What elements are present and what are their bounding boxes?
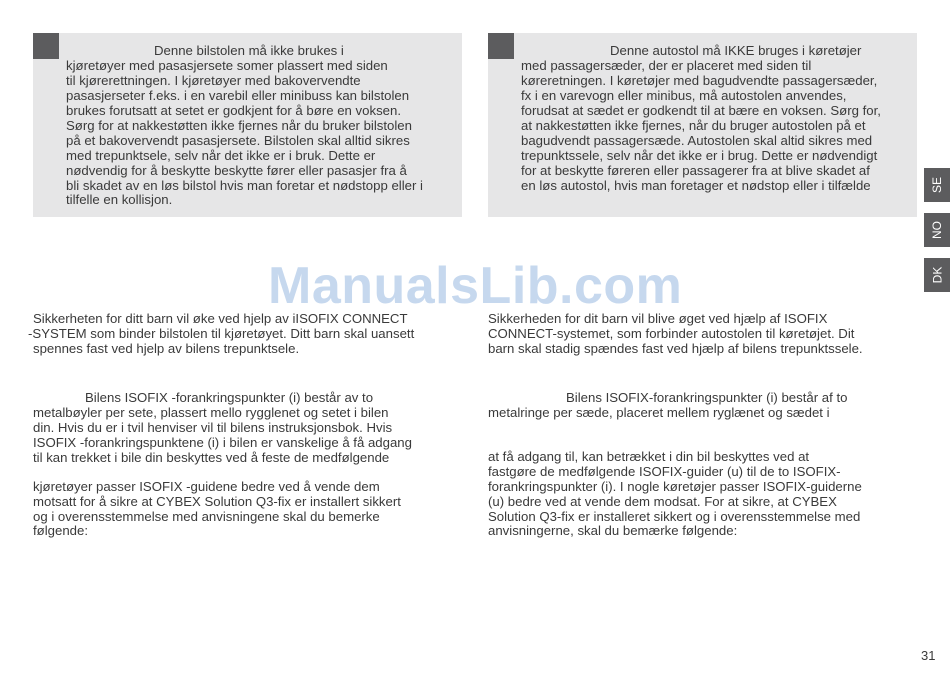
body-line: Sikkerheden for dit barn vil blive øget ved hjælp af ISOFIX <box>488 311 828 326</box>
page-number: 31 <box>921 648 936 663</box>
body-line: (u) bedre ved at vende dem modsat. For at sikre, at CYBEX <box>488 494 837 509</box>
body-line: kjøretøyer passer ISOFIX -guidene bedre ved å vende dem <box>33 479 380 494</box>
body-line: metalbøyler per sete, plassert mello rygglenet og setet i bilen <box>33 405 389 420</box>
body-line: at få adgang til, kan betrækket i din bil beskyttes ved at <box>488 449 810 464</box>
warning-line: trepunktssele, selv når det ikke er i brug. Dette er nødvendigt <box>521 148 878 163</box>
tab-dk <box>924 258 950 292</box>
warning-line: en løs autostol, hvis man foretager et nødstop eller i tilfælde <box>521 178 871 193</box>
body-line: fastgøre de medfølgende ISOFIX-guider (u) til de to ISOFIX- <box>488 464 841 479</box>
warning-square-icon <box>33 33 59 59</box>
body-line: -SYSTEM som binder bilstolen til kjøretøyet. Ditt barn skal uansett <box>28 326 415 341</box>
watermark: ManualsLib.com <box>268 257 683 315</box>
body-line: ISOFIX -forankringspunktene (i) i bilen er vanskelige å få adgang <box>33 435 412 450</box>
body-line: forankringspunkter (i). I nogle køretøjer passer ISOFIX-guiderne <box>488 479 862 494</box>
warning-line: for at beskytte føreren eller passagerer fra at blive skadet af <box>521 163 870 178</box>
body-line: Sikkerheten for ditt barn vil øke ved hjelp av iISOFIX CONNECT <box>33 311 408 326</box>
tab-label: SE <box>929 176 944 194</box>
body-line: Solution Q3-fix er installeret sikkert og i overensstemmelse med <box>488 509 861 524</box>
warning-line: fx i en varevogn eller minibus, må autostolen anvendes, <box>521 88 847 103</box>
warning-line: køreretningen. I køretøjer med bagudvendte passagersæder, <box>521 73 878 88</box>
warning-line: forudsat at sædet er godkendt til at bære en voksen. Sørg for, <box>521 103 881 118</box>
tab-label: NO <box>930 221 944 239</box>
body-line: Bilens ISOFIX -forankringspunkter (i) består av to <box>85 390 374 405</box>
body-line: til kan trekket i bile din beskyttes ved å feste de medfølgende <box>33 450 390 465</box>
tab-no <box>924 213 950 247</box>
body-line: følgende: <box>33 523 88 538</box>
body-line: CONNECT-systemet, som forbinder autostolen til køretøjet. Dit <box>488 326 855 341</box>
warning-line: Denne bilstolen må ikke brukes i <box>154 43 344 58</box>
body-line: metalringe per sæde, placeret mellem ryglænet og sædet i <box>488 405 830 420</box>
body-line: motsatt for å sikre at CYBEX Solution Q3-fix er installert sikkert <box>33 494 401 509</box>
warning-line: Denne autostol må IKKE bruges i køretøjer <box>610 43 862 58</box>
warning-line: tilfelle en kollisjon. <box>66 192 173 207</box>
warning-line: kjøretøyer med pasasjersete somer plassert med siden <box>66 58 388 73</box>
tab-label: DK <box>929 266 944 284</box>
body-line: Bilens ISOFIX-forankringspunkter (i) består af to <box>566 390 848 405</box>
body-line: barn skal stadig spændes fast ved hjælp af bilens trepunktssele. <box>488 341 863 356</box>
warning-line: Sørg for at nakkestøtten ikke fjernes når du bruker bilstolen <box>66 118 412 133</box>
body-line: anvisningerne, skal du bemærke følgende: <box>488 523 738 538</box>
warning-line: nødvendig for å beskytte beskytte fører eller pasasjer fra å <box>66 163 407 178</box>
warning-line: på et bakovervendt pasasjersete. Bilstolen skal alltid sikres <box>66 133 410 148</box>
warning-line: pasasjerseter f.eks. i en varebil eller minibuss kan bilstolen <box>66 88 410 103</box>
body-line: spennes fast ved hjelp av bilens trepunktsele. <box>33 341 300 356</box>
tab-se <box>924 168 950 202</box>
body-line: din. Hvis du er i tvil henviser vil til bilens instruksjonsbok. Hvis <box>33 420 393 435</box>
warning-line: at nakkestøtten ikke fjernes, når du bruger autostolen på et <box>521 118 866 133</box>
warning-line: bagudvendt passagersæde. Autostolen skal altid sikres med <box>521 133 873 148</box>
warning-line: med passagersæder, der er placeret med siden til <box>521 58 812 73</box>
warning-line: til kjørerettningen. I kjøretøyer med bakovervendte <box>66 73 361 88</box>
warning-square-icon <box>488 33 514 59</box>
warning-line: bli skadet av en løs bilstol hvis man foretar et nødstopp eller i <box>66 178 423 193</box>
warning-line: brukes forutsatt at setet er godkjent for å børe en voksen. <box>66 103 401 118</box>
warning-line: med trepunktsele, selv når det ikke er i bruk. Dette er <box>66 148 376 163</box>
body-line: og i overensstemmelse med anvisningene skal du bemerke <box>33 509 380 524</box>
